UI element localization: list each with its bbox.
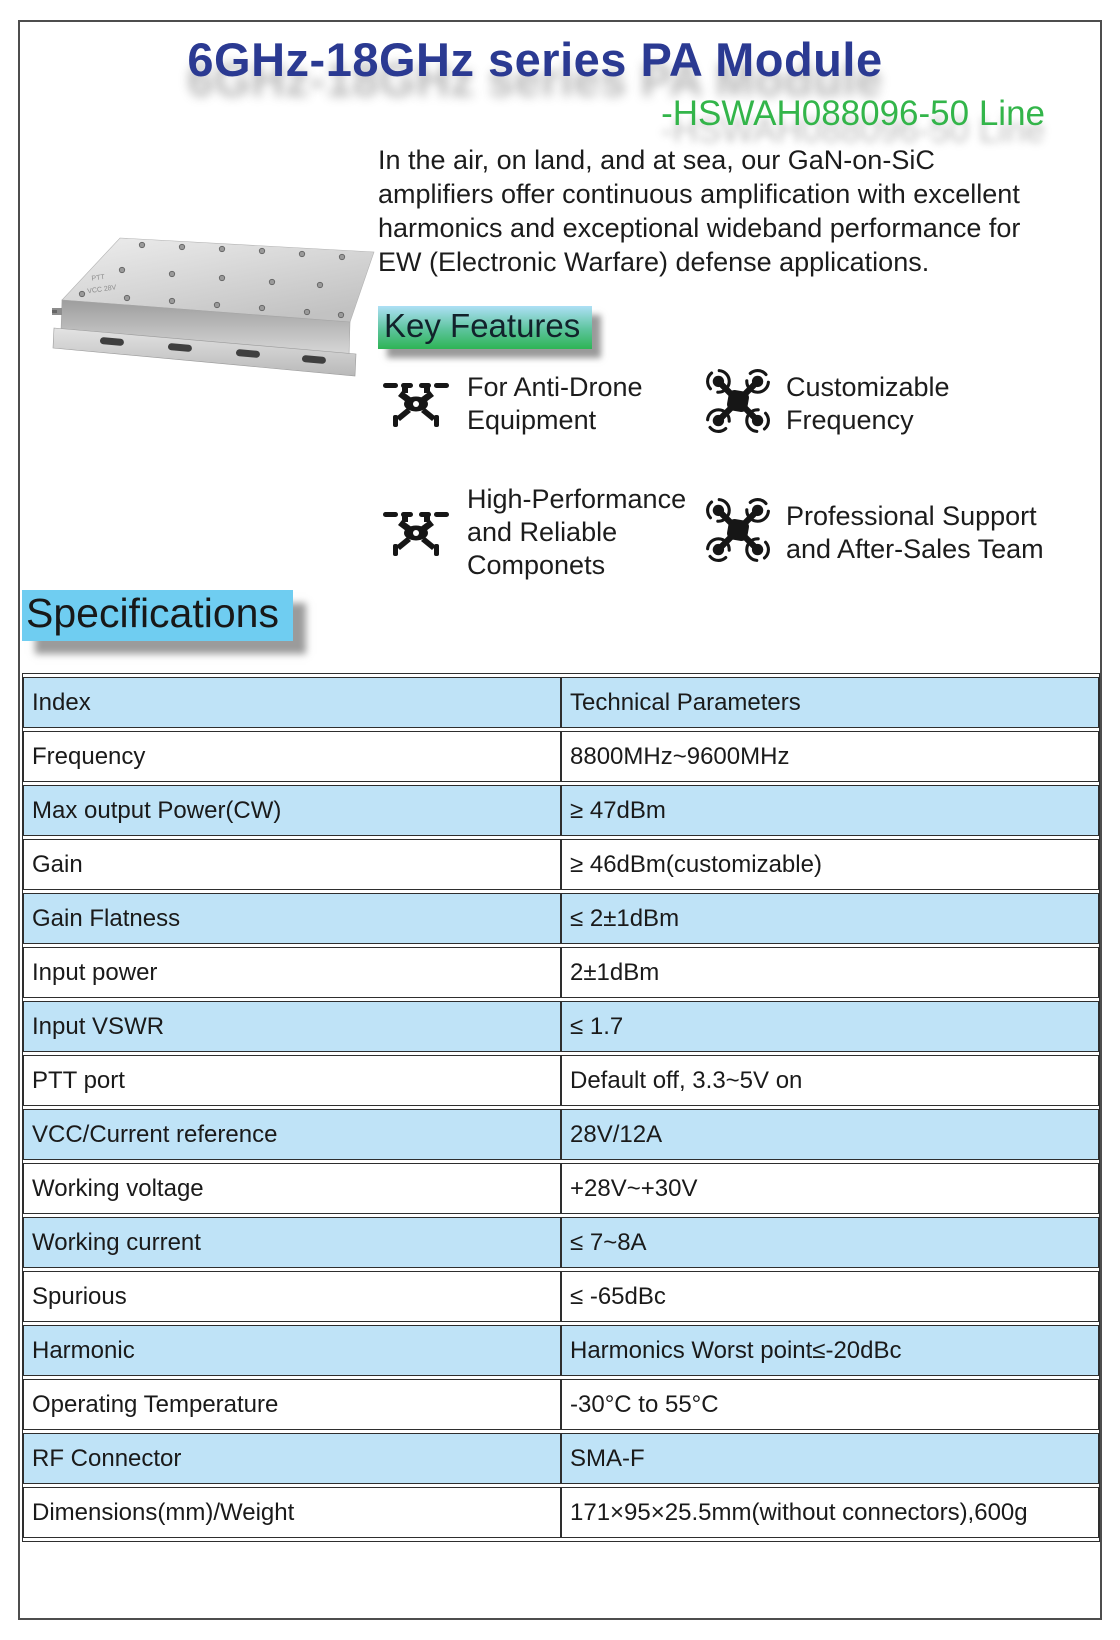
spec-value-cell: Harmonics Worst point≤-20dBc — [561, 1325, 1099, 1376]
product-photo — [52, 222, 392, 422]
spec-row-spurious — [23, 1271, 1099, 1322]
spec-row-max-output-power — [23, 785, 1099, 836]
spec-key-cell: Dimensions(mm)/Weight — [23, 1487, 561, 1538]
spec-key-cell: PTT port — [23, 1055, 561, 1106]
spec-value-cell: 171×95×25.5mm(without connectors),600g — [561, 1487, 1099, 1538]
specifications-table-container — [22, 673, 1100, 1542]
product-description: In the air, on land, and at sea, our GaN-on-SiC amplifiers offer continuous amplification with excellent harmonics and exceptional wideband performance for EW (Electronic Warfare) defense applications. — [378, 145, 1021, 277]
key-features-list — [380, 368, 1070, 582]
spec-row-rf-connector — [23, 1433, 1099, 1484]
spec-row-working-voltage — [23, 1163, 1099, 1214]
spec-row-input-power — [23, 947, 1099, 998]
spec-key-cell: VCC/Current reference — [23, 1109, 561, 1160]
svg-text:PTT: PTT — [91, 273, 106, 283]
spec-row-ptt-port — [23, 1055, 1099, 1106]
specifications-heading: Specifications — [22, 590, 293, 641]
spec-column-header-parameters: Technical Parameters — [561, 677, 1099, 728]
spec-value-cell: ≤ 7~8A — [561, 1217, 1099, 1268]
spec-row-dimensions-weight — [23, 1487, 1099, 1538]
spec-value-cell: +28V~+30V — [561, 1163, 1099, 1214]
spec-value-cell: SMA-F — [561, 1433, 1099, 1484]
spec-row-working-current — [23, 1217, 1099, 1268]
feature-label: Customizable Frequency — [786, 371, 950, 435]
spec-key-cell: Gain Flatness — [23, 893, 561, 944]
spec-header-row — [23, 677, 1099, 728]
feature-label: For Anti-Drone Equipment — [467, 371, 643, 435]
spec-value-cell: -30°C to 55°C — [561, 1379, 1099, 1430]
quadcopter-top-icon — [705, 368, 771, 439]
spec-value-cell: ≤ -65dBc — [561, 1271, 1099, 1322]
key-features-heading: Key Features — [378, 306, 592, 349]
spec-value-cell: ≤ 2±1dBm — [561, 893, 1099, 944]
feature-professional-support — [705, 483, 1070, 582]
spec-value-cell: ≥ 46dBm(customizable) — [561, 839, 1099, 890]
drone-side-icon — [380, 502, 452, 563]
spec-key-cell: Input VSWR — [23, 1001, 561, 1052]
spec-value-cell: 28V/12A — [561, 1109, 1099, 1160]
svg-text:VCC 28V: VCC 28V — [86, 284, 117, 296]
drone-side-icon — [380, 373, 452, 434]
spec-row-input-vswr — [23, 1001, 1099, 1052]
spec-key-cell: Spurious — [23, 1271, 561, 1322]
spec-row-frequency — [23, 731, 1099, 782]
spec-row-vcc-current-reference — [23, 1109, 1099, 1160]
spec-row-gain — [23, 839, 1099, 890]
feature-label: High-Performance and Reliable Componets — [467, 484, 687, 580]
spec-key-cell: Operating Temperature — [23, 1379, 561, 1430]
spec-key-cell: Input power — [23, 947, 561, 998]
specifications-table — [23, 674, 1099, 1541]
spec-key-cell: Working voltage — [23, 1163, 561, 1214]
spec-key-cell: Harmonic — [23, 1325, 561, 1376]
spec-key-cell: RF Connector — [23, 1433, 561, 1484]
spec-key-cell: Max output Power(CW) — [23, 785, 561, 836]
feature-anti-drone — [380, 368, 705, 439]
spec-key-cell: Working current — [23, 1217, 561, 1268]
spec-value-cell: ≤ 1.7 — [561, 1001, 1099, 1052]
spec-column-header-index: Index — [23, 677, 561, 728]
spec-value-cell: Default off, 3.3~5V on — [561, 1055, 1099, 1106]
feature-label: Professional Support and After-Sales Team — [786, 500, 1044, 564]
spec-value-cell: ≥ 47dBm — [561, 785, 1099, 836]
spec-key-cell: Frequency — [23, 731, 561, 782]
model-number: -HSWAH088096-50 Line — [661, 94, 1045, 133]
spec-value-cell: 2±1dBm — [561, 947, 1099, 998]
spec-row-gain-flatness — [23, 893, 1099, 944]
spec-key-cell: Gain — [23, 839, 561, 890]
feature-high-performance — [380, 483, 705, 582]
feature-customizable-frequency — [705, 368, 1070, 439]
page-title: 6GHz-18GHz series PA Module — [187, 33, 883, 86]
spec-value-cell: 8800MHz~9600MHz — [561, 731, 1099, 782]
spec-row-harmonic — [23, 1325, 1099, 1376]
spec-row-operating-temperature — [23, 1379, 1099, 1430]
quadcopter-top-icon — [705, 497, 771, 568]
pa-module-image — [52, 222, 392, 422]
